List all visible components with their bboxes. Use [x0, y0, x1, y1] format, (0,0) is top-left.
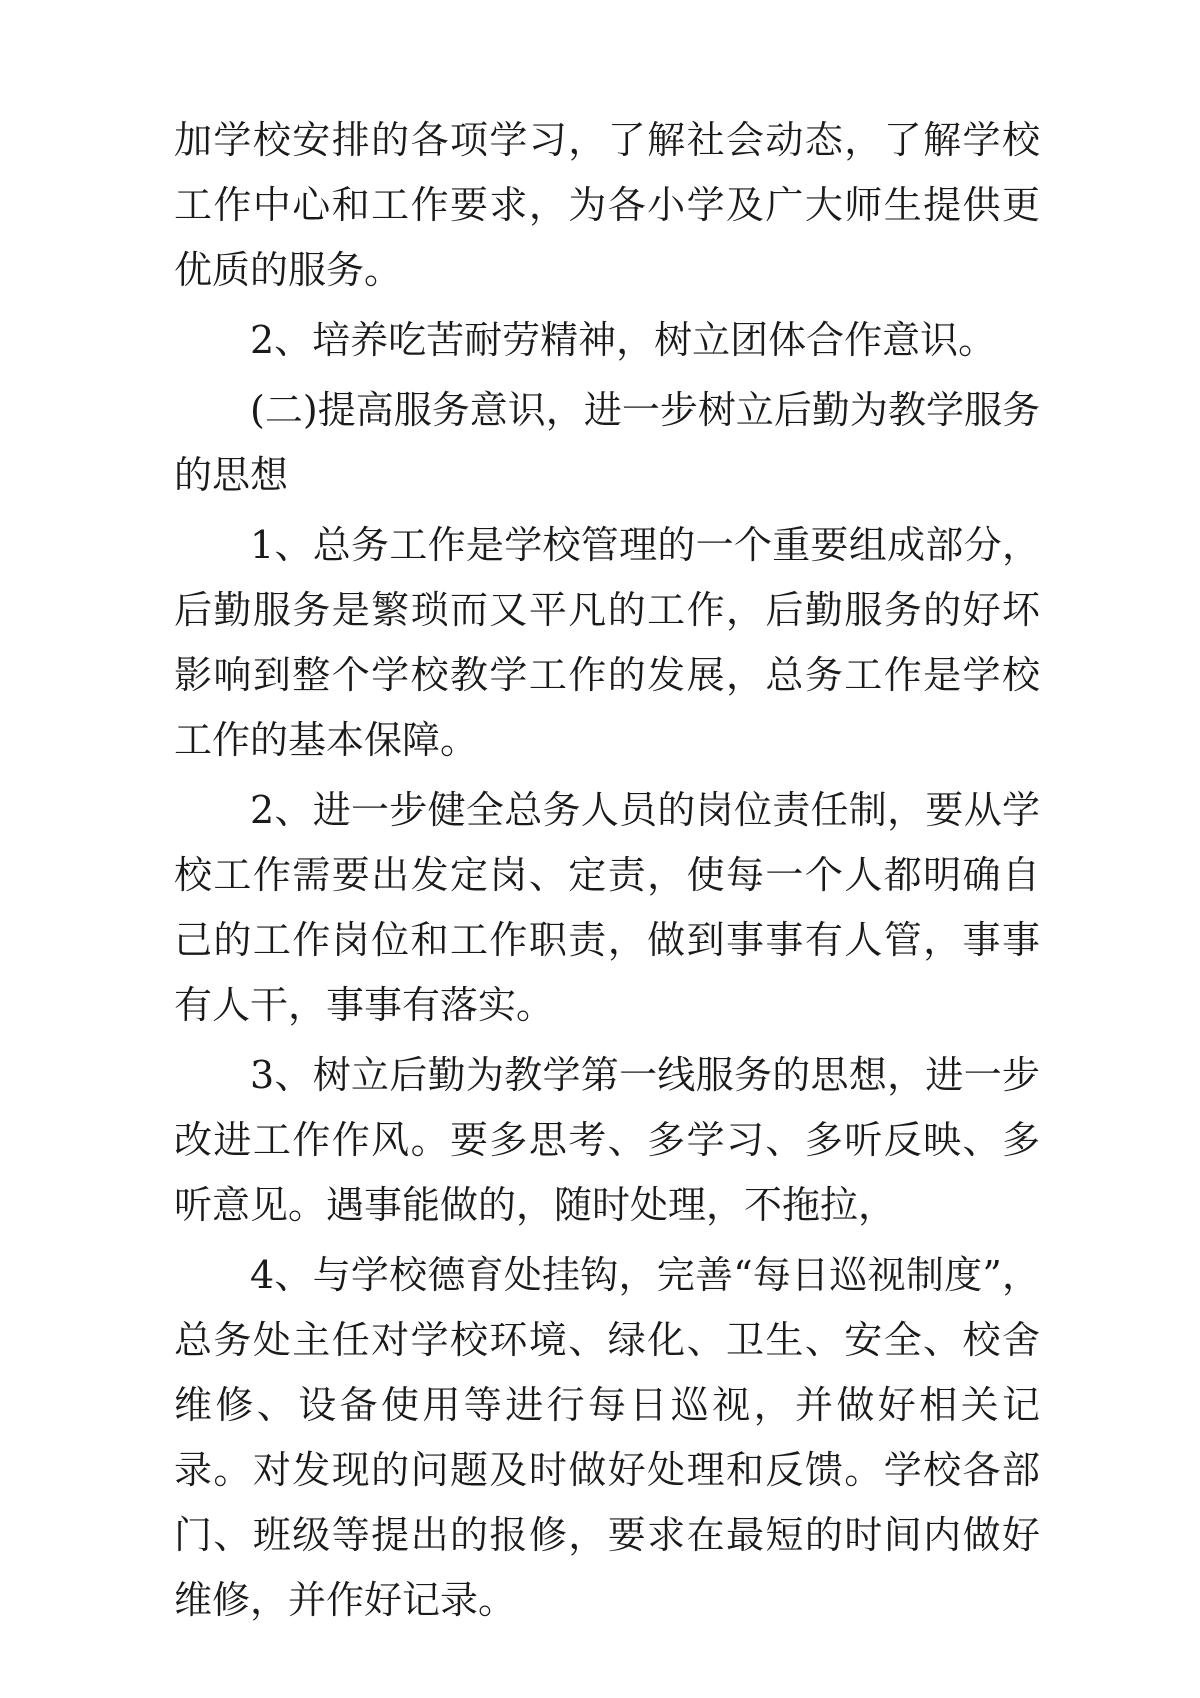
document-body: [174, 108, 1040, 1633]
paragraph-item-2-responsibility: 2、进一步健全总务人员的岗位责任制，要从学校工作需要出发定岗、定责，使每一个人都明确自己的工作岗位和工作职责，做到事事有人管，事事有人干，事事有落实。: [174, 788, 1040, 1027]
paragraph-item-3-service: 3、树立后勤为教学第一线服务的思想，进一步改进工作作风。要多思考、多学习、多听反映、多听意见。遇事能做的，随时处理，不拖拉，: [174, 1053, 1040, 1227]
paragraph-item-4-inspection: 4、与学校德育处挂钩，完善“每日巡视制度”，总务处主任对学校环境、绿化、卫生、安全、校舍维修、设备使用等进行每日巡视，并做好相关记录。对发现的问题及时做好处理和反馈。学校各部门、班级等提出的报修，要求在最短的时间内做好维修，并作好记录。: [174, 1253, 1040, 1622]
section-heading-2: (二)提高服务意识，进一步树立后勤为教学服务的思想: [174, 388, 1040, 497]
paragraph-item-1-general-affairs: 1、总务工作是学校管理的一个重要组成部分，后勤服务是繁琐而又平凡的工作，后勤服务的好坏影响到整个学校教学工作的发展，总务工作是学校工作的基本保障。: [174, 523, 1040, 762]
paragraph-continuation: 加学校安排的各项学习，了解社会动态，了解学校工作中心和工作要求，为各小学及广大师生提供更优质的服务。: [174, 118, 1040, 292]
paragraph-item-2-spirit: 2、培养吃苦耐劳精神，树立团体合作意识。: [250, 318, 997, 362]
